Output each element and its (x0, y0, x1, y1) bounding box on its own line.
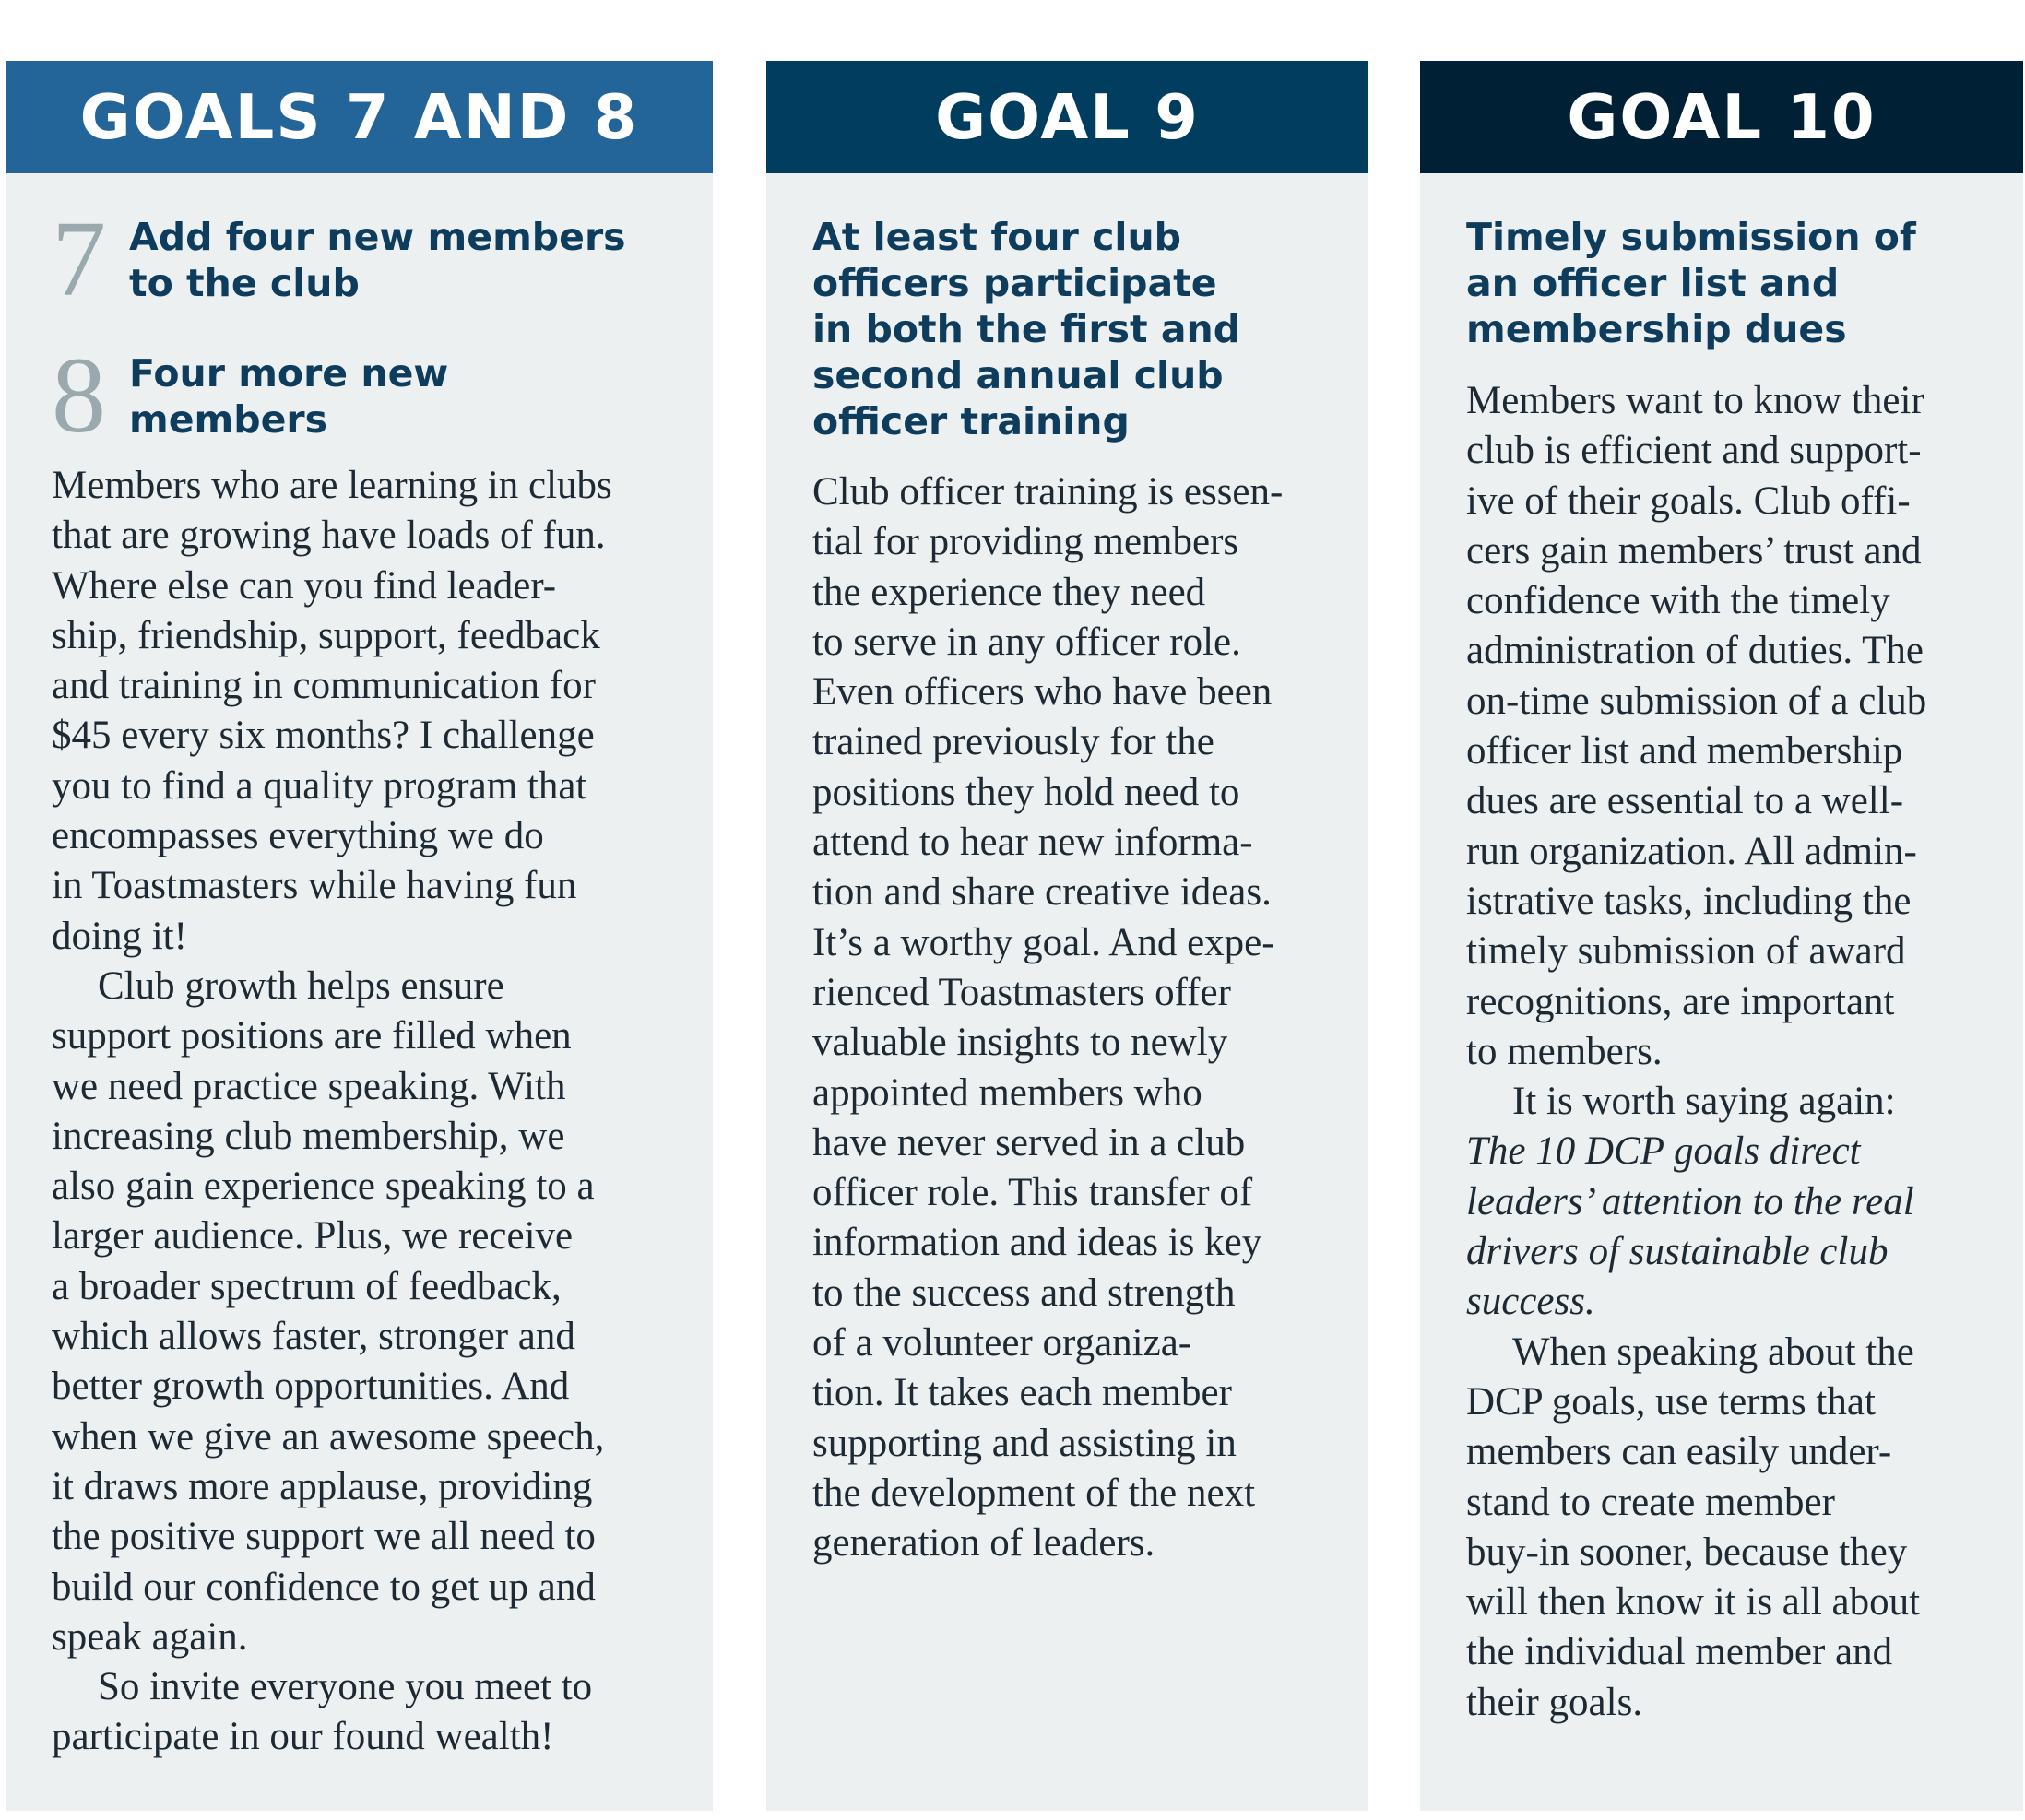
paragraph (812, 467, 1328, 1569)
text-line: increasing club membership, we (52, 1114, 565, 1158)
heading-line: Timely submission of (1466, 215, 1916, 259)
goal-heading (129, 350, 672, 443)
heading-line: second annual club (812, 353, 1224, 397)
text-line: Members want to know their (1466, 379, 1924, 422)
text-line: Even officers who have been (812, 670, 1273, 715)
goal-heading (1466, 214, 1983, 352)
column-body (6, 173, 713, 1763)
heading-line: Add four new members (129, 215, 626, 259)
goal-8 (52, 335, 672, 455)
text-line: stand to create member (1466, 1480, 1835, 1524)
column-body (766, 173, 1368, 1569)
text-line: larger audience. Plus, we receive (52, 1214, 574, 1259)
text-line: support positions are filled when (52, 1014, 572, 1058)
text-line: the positive support we all need to (52, 1515, 596, 1559)
column-body (1420, 173, 2023, 1728)
text-line: buy-in sooner, because they (1466, 1530, 1908, 1574)
text-line: officer list and membership (1466, 729, 1903, 774)
heading-line: in both the first and (812, 307, 1241, 351)
paragraph (1466, 376, 1983, 1077)
text-line: also gain experience speaking to a (52, 1164, 595, 1209)
text-line: the development of the next (812, 1471, 1256, 1515)
text-line: run organization. All admin- (1466, 829, 1917, 873)
goal-number: 8 (52, 335, 106, 455)
text-line: So invite everyone you meet to (98, 1665, 593, 1709)
column-goals-7-and-8 (6, 61, 713, 1811)
text-line: Club officer training is essen- (812, 470, 1284, 514)
text-line: information and ideas is key (812, 1221, 1262, 1265)
text-line: Where else can you find leader- (52, 563, 557, 608)
italic-line: success. (1466, 1280, 1595, 1324)
text-line: it draws more applause, providing (52, 1464, 593, 1508)
text-line: administration of duties. The (1466, 629, 1924, 673)
text-line: tion and share creative ideas. (812, 870, 1272, 915)
heading-line: officer training (812, 399, 1130, 443)
text-line: build our confidence to get up and (52, 1565, 596, 1609)
column-header: GOAL 10 (1420, 61, 2023, 173)
text-line: to serve in any officer role. (812, 620, 1241, 664)
text-line: will then know it is all about (1466, 1580, 1921, 1625)
text-line: on-time submission of a club (1466, 679, 1927, 723)
heading-line: an officer list and (1466, 261, 1840, 305)
text-line: better growth opportunities. And (52, 1365, 570, 1409)
text-line: in Toastmasters while having fun (52, 864, 577, 908)
text-line: rienced Toastmasters offer (812, 970, 1231, 1014)
text-line: a broader spectrum of feedback, (52, 1264, 562, 1308)
italic-line: drivers of sustainable club (1466, 1230, 1889, 1274)
text-line: timely submission of award (1466, 929, 1906, 974)
text-line: their goals. (1466, 1680, 1643, 1724)
text-line: the individual member and (1466, 1630, 1893, 1674)
text-line: which allows faster, stronger and (52, 1315, 575, 1359)
paragraph (52, 1662, 672, 1763)
text-line: positions they hold need to (812, 770, 1240, 814)
text-line: DCP goals, use terms that (1466, 1379, 1876, 1424)
text-line: cers gain members’ trust and (1466, 528, 1922, 573)
text-line: members can easily under- (1466, 1430, 1892, 1474)
text-line: generation of leaders. (812, 1521, 1155, 1566)
text-line: the experience they need (812, 570, 1206, 614)
text-line: club is efficient and support- (1466, 429, 1922, 473)
text-line: doing it! (52, 914, 187, 958)
text-line: you to find a quality program that (52, 763, 587, 808)
text-line: ship, friendship, support, feedback (52, 613, 600, 657)
text-line: trained previously for the (812, 720, 1214, 764)
heading-line: At least four club (812, 215, 1181, 259)
text-line: we need practice speaking. With (52, 1064, 566, 1108)
text-line: It is worth saying again: (1512, 1080, 1896, 1124)
text-line: that are growing have loads of fun. (52, 514, 606, 558)
paragraph (52, 962, 672, 1662)
paragraph (1466, 1328, 1983, 1728)
text-line: encompasses everything we do (52, 814, 544, 858)
goal-7 (52, 198, 672, 319)
text-line: Club growth helps ensure (98, 963, 504, 1008)
paragraph (1466, 1077, 1983, 1327)
text-line: istrative tasks, including the (1466, 879, 1912, 923)
text-line: to the success and strength (812, 1270, 1236, 1315)
goal-heading (129, 214, 672, 306)
text-line: Members who are learning in clubs (52, 464, 612, 507)
heading-line: Four more new (129, 351, 449, 396)
text-line: attend to hear new informa- (812, 821, 1253, 865)
text-line: $45 every six months? I challenge (52, 714, 595, 758)
text-line: It’s a worthy goal. And expe- (812, 920, 1275, 964)
text-line: valuable insights to newly (812, 1021, 1228, 1065)
text-line: confidence with the timely (1466, 579, 1890, 623)
heading-line: members (129, 397, 328, 442)
column-header: GOAL 9 (766, 61, 1368, 173)
italic-line: The 10 DCP goals direct (1466, 1129, 1861, 1174)
column-goal-9 (766, 61, 1368, 1811)
text-line: of a volunteer organiza- (812, 1321, 1192, 1365)
text-line: supporting and assisting in (812, 1421, 1237, 1465)
text-line: tial for providing members (812, 520, 1239, 564)
heading-line: membership dues (1466, 307, 1847, 351)
text-line: to members. (1466, 1029, 1663, 1073)
goal-number: 7 (52, 198, 106, 319)
text-line: tion. It takes each member (812, 1371, 1232, 1415)
text-line: participate in our found wealth! (52, 1715, 554, 1759)
text-line: recognitions, are important (1466, 979, 1895, 1023)
column-goal-10 (1420, 61, 2023, 1811)
paragraph (52, 461, 672, 962)
heading-line: officers participate (812, 261, 1217, 305)
text-line: officer role. This transfer of (812, 1171, 1253, 1215)
body-copy (52, 461, 672, 1763)
text-line: dues are essential to a well- (1466, 779, 1904, 823)
text-line: and training in communication for (52, 664, 596, 708)
text-line: have never served in a club (812, 1120, 1246, 1164)
text-line: appointed members who (812, 1070, 1202, 1115)
text-line: speak again. (52, 1614, 248, 1659)
text-line: ive of their goals. Club offi- (1466, 479, 1911, 523)
italic-line: leaders’ attention to the real (1466, 1179, 1914, 1223)
column-header: GOALS 7 AND 8 (6, 61, 713, 173)
text-line: when we give an awesome speech, (52, 1414, 605, 1459)
heading-line: to the club (129, 261, 360, 305)
body-copy (1466, 376, 1983, 1728)
goal-heading (812, 214, 1328, 444)
text-line: When speaking about the (1512, 1330, 1914, 1374)
